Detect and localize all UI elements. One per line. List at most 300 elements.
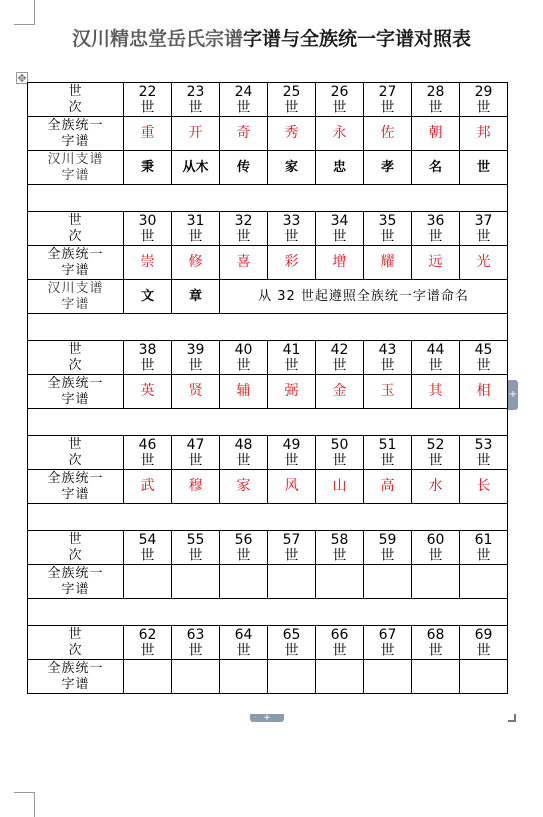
generation-number: 59 [378,531,397,548]
unified-character: 佐 [380,125,395,141]
generation-cell[interactable] [124,83,172,117]
generation-cell[interactable] [364,436,412,470]
unified-character-cell[interactable] [220,470,268,504]
unified-character: 开 [188,125,203,141]
generation-number: 32 [234,212,253,229]
unified-character-cell[interactable] [316,375,364,409]
generation-cell[interactable] [268,212,316,246]
unified-character-cell[interactable] [268,660,316,694]
generation-suffix: 世 [236,357,251,374]
branch-character-cell[interactable] [316,151,364,185]
generation-suffix: 世 [188,228,203,245]
unified-character: 长 [476,478,491,494]
unified-character-cell[interactable] [268,470,316,504]
generation-row [28,341,508,375]
branch-label-line2: 字谱 [61,167,90,183]
generation-cell[interactable] [124,436,172,470]
generation-suffix: 世 [236,547,251,564]
generation-suffix: 世 [332,357,347,374]
spacer-cell[interactable] [28,409,508,436]
generation-cell[interactable] [124,212,172,246]
generation-number: 63 [186,626,205,643]
unified-label-line2: 字谱 [61,391,90,407]
unified-character: 秀 [284,125,299,141]
branch-character-row [28,280,508,314]
generation-cell[interactable] [460,212,508,246]
generation-suffix: 世 [476,642,491,659]
generation-cell[interactable] [220,531,268,565]
generation-suffix: 世 [188,99,203,116]
branch-note-cell[interactable] [220,280,508,314]
generation-number: 60 [426,531,445,548]
generation-suffix: 世 [140,547,155,564]
spacer-row [28,599,508,626]
unified-character: 玉 [380,383,395,399]
unified-character-cell[interactable] [220,117,268,151]
generation-cell[interactable] [124,626,172,660]
generation-cell[interactable] [124,341,172,375]
generation-cell[interactable] [460,436,508,470]
unified-character: 金 [332,383,347,399]
generation-cell[interactable] [412,436,460,470]
unified-character-cell[interactable] [412,470,460,504]
generation-cell[interactable] [364,341,412,375]
generation-suffix: 世 [428,357,443,374]
unified-character-cell[interactable] [268,375,316,409]
generation-cell[interactable] [268,436,316,470]
table-resize-handle[interactable] [508,714,516,722]
unified-label-line1: 全族统一 [47,660,104,676]
branch-label-cell[interactable] [28,151,124,185]
generation-suffix: 世 [188,357,203,374]
generation-number: 29 [474,83,493,100]
unified-label-cell[interactable] [28,375,124,409]
unified-label-line2: 字谱 [61,581,90,597]
generation-cell[interactable] [316,531,364,565]
generation-suffix: 世 [284,452,299,469]
branch-character-cell[interactable] [124,280,172,314]
unified-character-cell[interactable] [220,246,268,280]
generation-cell[interactable] [172,83,220,117]
unified-label-cell[interactable] [28,117,124,151]
generation-suffix: 世 [332,547,347,564]
generation-cell[interactable] [412,626,460,660]
generation-label-cell[interactable] [28,83,124,117]
generation-suffix: 世 [428,228,443,245]
add-row-handle[interactable] [250,714,284,722]
generation-label-cell[interactable] [28,531,124,565]
unified-character: 光 [476,254,491,270]
generation-number: 45 [474,341,493,358]
generation-suffix: 世 [476,228,491,245]
generation-suffix: 世 [284,228,299,245]
unified-character-row [28,246,508,280]
generation-number: 51 [378,436,397,453]
unified-character: 贤 [188,383,203,399]
unified-label-line2: 字谱 [61,133,90,149]
spacer-cell[interactable] [28,314,508,341]
label-shi: 世 [68,212,83,228]
branch-character-cell[interactable] [220,151,268,185]
branch-character: 忠 [332,159,346,175]
generation-number: 52 [426,436,445,453]
branch-character-cell[interactable] [172,280,220,314]
unified-character-cell[interactable] [172,246,220,280]
unified-character-cell[interactable] [268,117,316,151]
unified-character-row [28,375,508,409]
generation-suffix: 世 [476,452,491,469]
generation-number: 50 [330,436,349,453]
spacer-row [28,504,508,531]
generation-suffix: 世 [476,547,491,564]
unified-character-cell[interactable] [460,375,508,409]
generation-cell[interactable] [460,341,508,375]
generation-suffix: 世 [380,357,395,374]
generation-cell[interactable] [316,83,364,117]
unified-character-cell[interactable] [124,117,172,151]
add-icon: + [263,713,271,723]
generation-cell[interactable] [460,83,508,117]
branch-character-row [28,151,508,185]
unified-character-cell[interactable] [124,565,172,599]
label-shi: 世 [68,626,83,642]
branch-character-cell[interactable] [172,151,220,185]
unified-character-cell[interactable] [460,565,508,599]
unified-character: 奇 [236,125,251,141]
label-ci: 次 [68,547,83,563]
add-icon: + [508,389,518,400]
generation-cell[interactable] [268,341,316,375]
spacer-row [28,185,508,212]
generation-number: 43 [378,341,397,358]
unified-character-cell[interactable] [460,470,508,504]
generation-label-cell[interactable] [28,212,124,246]
generation-cell[interactable] [364,212,412,246]
unified-character-row [28,565,508,599]
generation-suffix: 世 [284,642,299,659]
unified-character-cell[interactable] [220,660,268,694]
unified-character-cell[interactable] [172,660,220,694]
unified-character: 水 [428,478,443,494]
unified-character-cell[interactable] [316,565,364,599]
generation-label-cell[interactable] [28,436,124,470]
generation-suffix: 世 [332,452,347,469]
generation-cell[interactable] [268,531,316,565]
generation-number: 27 [378,83,397,100]
generation-suffix: 世 [380,228,395,245]
unified-character-cell[interactable] [316,117,364,151]
page-corner-bottom-left [14,792,35,817]
spacer-cell[interactable] [28,599,508,626]
unified-character: 弼 [284,383,299,399]
branch-label-cell[interactable] [28,280,124,314]
generation-number: 62 [138,626,157,643]
generation-cell[interactable] [124,531,172,565]
unified-character: 山 [332,478,347,494]
generation-number: 69 [474,626,493,643]
branch-character: 秉 [140,159,154,175]
generation-cell[interactable] [364,83,412,117]
unified-character: 其 [428,383,443,399]
generation-suffix: 世 [380,99,395,116]
generation-suffix: 世 [236,642,251,659]
unified-label-line2: 字谱 [61,486,90,502]
generation-number: 41 [282,341,301,358]
branch-character-cell[interactable] [364,151,412,185]
unified-label-line2: 字谱 [61,676,90,692]
generation-suffix: 世 [428,99,443,116]
generation-cell[interactable] [316,341,364,375]
branch-label-line1: 汉川支谱 [47,151,104,167]
branch-character: 文 [140,288,154,304]
unified-character-cell[interactable] [124,375,172,409]
unified-label-line1: 全族统一 [47,375,104,391]
label-shi: 世 [68,531,83,547]
unified-character: 高 [380,478,395,494]
generation-suffix: 世 [284,357,299,374]
generation-suffix: 世 [236,99,251,116]
unified-character-cell[interactable] [412,375,460,409]
unified-character-cell[interactable] [220,565,268,599]
generation-cell[interactable] [220,436,268,470]
generation-cell[interactable] [364,531,412,565]
spacer-cell[interactable] [28,185,508,212]
genealogy-table-container [27,82,507,694]
generation-cell[interactable] [220,626,268,660]
unified-character-cell[interactable] [316,470,364,504]
branch-character: 孝 [380,159,394,175]
generation-cell[interactable] [172,436,220,470]
table-move-icon[interactable]: ✥ [17,72,27,85]
generation-cell[interactable] [172,341,220,375]
unified-character-cell[interactable] [172,470,220,504]
unified-label-cell[interactable] [28,660,124,694]
generation-row [28,436,508,470]
generation-cell[interactable] [412,531,460,565]
branch-note: 从 32 世起遵照全族统一字谱命名 [258,288,469,304]
generation-label-cell[interactable] [28,626,124,660]
unified-character: 相 [476,383,491,399]
generation-number: 57 [282,531,301,548]
generation-number: 68 [426,626,445,643]
generation-number: 36 [426,212,445,229]
unified-character: 修 [188,254,203,270]
unified-character: 重 [140,125,155,141]
branch-character-cell[interactable] [124,151,172,185]
generation-number: 38 [138,341,157,358]
unified-character: 武 [140,478,155,494]
label-shi: 世 [68,83,83,99]
generation-number: 44 [426,341,445,358]
generation-cell[interactable] [412,212,460,246]
unified-character: 英 [140,383,155,399]
generation-suffix: 世 [476,99,491,116]
unified-character-cell[interactable] [460,246,508,280]
generation-suffix: 世 [476,357,491,374]
generation-cell[interactable] [364,626,412,660]
branch-label-line1: 汉川支谱 [47,280,104,296]
generation-number: 35 [378,212,397,229]
generation-suffix: 世 [236,228,251,245]
unified-character-cell[interactable] [364,565,412,599]
unified-label-line1: 全族统一 [47,565,104,581]
unified-character-row [28,470,508,504]
generation-cell[interactable] [220,212,268,246]
unified-label-cell[interactable] [28,246,124,280]
generation-cell[interactable] [412,83,460,117]
unified-character-cell[interactable] [172,375,220,409]
document-title [0,24,543,51]
unified-character-cell[interactable] [316,660,364,694]
unified-character: 彩 [284,254,299,270]
unified-character-cell[interactable] [412,565,460,599]
generation-number: 31 [186,212,205,229]
unified-character-cell[interactable] [364,375,412,409]
generation-number: 53 [474,436,493,453]
label-ci: 次 [68,642,83,658]
unified-character-cell[interactable] [364,117,412,151]
generation-cell[interactable] [316,212,364,246]
generation-suffix: 世 [140,357,155,374]
unified-character: 穆 [188,478,203,494]
branch-character: 家 [284,159,298,175]
generation-suffix: 世 [332,99,347,116]
unified-character-cell[interactable] [124,246,172,280]
generation-number: 42 [330,341,349,358]
generation-cell[interactable] [172,531,220,565]
generation-cell[interactable] [172,212,220,246]
branch-character: 世 [476,159,490,175]
spacer-cell[interactable] [28,504,508,531]
unified-character-cell[interactable] [124,660,172,694]
generation-suffix: 世 [236,452,251,469]
unified-label-line1: 全族统一 [47,470,104,486]
generation-number: 48 [234,436,253,453]
generation-suffix: 世 [140,228,155,245]
generation-suffix: 世 [380,547,395,564]
label-ci: 次 [68,452,83,468]
generation-suffix: 世 [140,452,155,469]
generation-cell[interactable] [316,626,364,660]
unified-character-cell[interactable] [268,246,316,280]
unified-character-cell[interactable] [172,117,220,151]
unified-label-cell[interactable] [28,470,124,504]
unified-label-line1: 全族统一 [47,117,104,133]
spacer-row [28,314,508,341]
generation-number: 66 [330,626,349,643]
unified-character-cell[interactable] [460,117,508,151]
unified-character-cell[interactable] [316,246,364,280]
generation-cell[interactable] [268,626,316,660]
branch-character-cell[interactable] [460,151,508,185]
generation-cell[interactable] [268,83,316,117]
unified-character: 远 [428,254,443,270]
generation-cell[interactable] [220,83,268,117]
unified-character: 永 [332,125,347,141]
generation-cell[interactable] [316,436,364,470]
label-ci: 次 [68,228,83,244]
unified-character-cell[interactable] [172,565,220,599]
add-column-handle[interactable] [508,380,518,410]
generation-cell[interactable] [460,626,508,660]
generation-number: 25 [282,83,301,100]
generation-number: 28 [426,83,445,100]
generation-suffix: 世 [332,642,347,659]
generation-row [28,83,508,117]
unified-character-cell[interactable] [364,470,412,504]
generation-row [28,531,508,565]
branch-character: 章 [188,288,202,304]
generation-number: 22 [138,83,157,100]
branch-character: 从木 [182,159,209,175]
unified-character-cell[interactable] [412,117,460,151]
generation-number: 55 [186,531,205,548]
unified-character-cell[interactable] [412,660,460,694]
spacer-row [28,409,508,436]
unified-character-row [28,660,508,694]
unified-character-cell[interactable] [460,660,508,694]
generation-cell[interactable] [412,341,460,375]
generation-suffix: 世 [428,642,443,659]
generation-suffix: 世 [188,452,203,469]
unified-character: 崇 [140,254,155,270]
generation-number: 26 [330,83,349,100]
generation-number: 61 [474,531,493,548]
unified-label-line2: 字谱 [61,262,90,278]
title-part-2: 字谱与全族统一字谱对照表 [243,28,472,50]
generation-number: 33 [282,212,301,229]
branch-character-cell[interactable] [412,151,460,185]
generation-suffix: 世 [284,99,299,116]
generation-number: 30 [138,212,157,229]
generation-number: 49 [282,436,301,453]
unified-label-cell[interactable] [28,565,124,599]
generation-number: 23 [186,83,205,100]
generation-cell[interactable] [220,341,268,375]
generation-row [28,626,508,660]
unified-character-cell[interactable] [364,246,412,280]
generation-row [28,212,508,246]
unified-character-cell[interactable] [364,660,412,694]
unified-character: 邦 [476,125,491,141]
unified-character: 家 [236,478,251,494]
generation-number: 46 [138,436,157,453]
generation-suffix: 世 [380,642,395,659]
label-ci: 次 [68,99,83,115]
generation-number: 58 [330,531,349,548]
branch-character: 名 [428,159,442,175]
generation-number: 34 [330,212,349,229]
unified-character-cell[interactable] [412,246,460,280]
generation-label-cell[interactable] [28,341,124,375]
unified-character-cell[interactable] [268,565,316,599]
unified-character-cell[interactable] [220,375,268,409]
unified-character-cell[interactable] [124,470,172,504]
generation-number: 67 [378,626,397,643]
generation-cell[interactable] [172,626,220,660]
title-part-1: 汉川精忠堂岳氏宗谱 [71,28,243,50]
generation-cell[interactable] [460,531,508,565]
generation-number: 64 [234,626,253,643]
unified-character-row [28,117,508,151]
generation-suffix: 世 [188,642,203,659]
branch-character-cell[interactable] [268,151,316,185]
generation-suffix: 世 [188,547,203,564]
branch-label-line2: 字谱 [61,296,90,312]
generation-suffix: 世 [140,642,155,659]
generation-number: 65 [282,626,301,643]
generation-suffix: 世 [428,452,443,469]
